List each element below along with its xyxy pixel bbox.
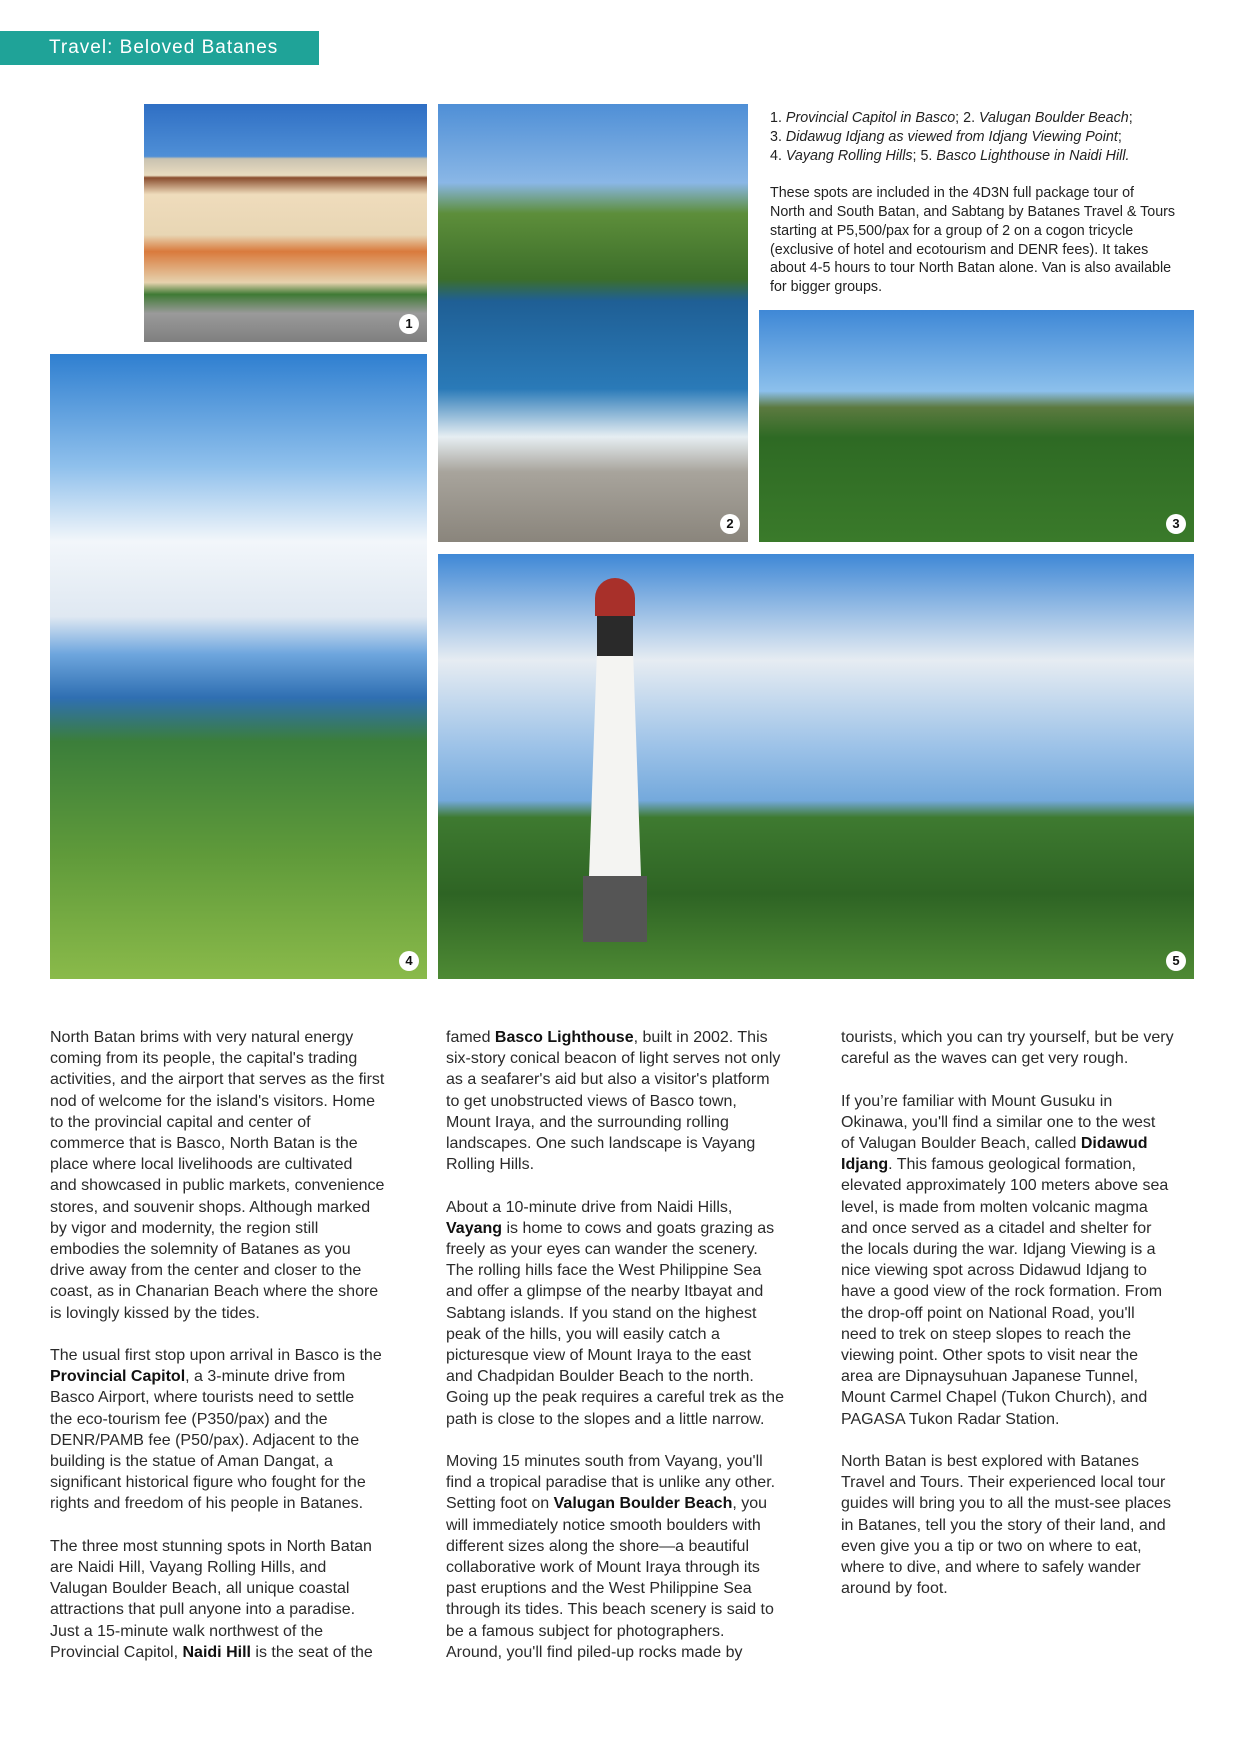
text-line [50,1621,384,1642]
text-run: past eruptions and the West Philippine Sea [446,1580,752,1598]
text-run: about 4-5 hours to tour North Batan alone. Van is also available [770,260,1172,277]
text-line [841,1451,1174,1472]
text-run: area are Dipnaysuhuan Japanese Tunnel, [841,1368,1139,1386]
text-line [841,1027,1174,1048]
text-line [446,1387,784,1408]
text-run: as a seafarer's aid but also a visitor's platform [446,1071,770,1089]
text-run: guides will bring you to all the must-see places [841,1495,1171,1513]
text-run: The three most stunning spots in North Batan [50,1537,372,1555]
text-run: Mount Carmel Chapel (Tukon Church), and [841,1389,1148,1407]
text-run: Setting foot on [446,1495,554,1513]
text-line [50,1069,384,1090]
photo-basco-lighthouse [438,554,1194,979]
text-run: 1. [770,110,786,126]
text-line [50,1218,384,1239]
text-line [841,1515,1174,1536]
text-line [446,1366,784,1387]
text-line [446,1091,784,1112]
text-line [50,1599,384,1620]
text-run: , you [732,1495,768,1513]
text-run: , a 3-minute drive from [185,1368,346,1386]
text-run: through its tides. This beach scenery is said to [446,1601,774,1619]
text-run: Valugan Boulder Beach, all unique coastal [50,1580,350,1598]
text-run: for bigger groups. [770,279,883,296]
text-line [841,1536,1174,1557]
text-run: ; [1117,128,1122,145]
text-run: collaborative work of Mount Iraya through its [446,1559,760,1577]
bold-place-name: Vayang [446,1219,503,1237]
text-line [446,1260,784,1281]
text-run: drive away from the center and closer to the [50,1262,362,1280]
italic-caption-title: Basco Lighthouse in Naidi Hill. [936,147,1130,164]
text-line [50,1154,384,1175]
text-line [446,1133,784,1154]
text-run: where to dive, and where to safely wander [841,1559,1141,1577]
text-run: are Naidi Hill, Vayang Rolling Hills, and [50,1559,327,1577]
bold-place-name: Basco Lighthouse [494,1029,634,1046]
photo-number-badge: 1 [399,314,419,334]
text-line [446,1621,784,1642]
text-line [841,1091,1174,1112]
text-run: The usual first stop upon arrival in Basco is the [50,1347,382,1365]
photo-provincial-capitol [144,104,427,342]
text-run: will immediately notice smooth boulders with [446,1516,761,1534]
bold-place-name: Naidi Hill [182,1643,251,1661]
lighthouse-illustration [585,578,645,942]
text-line [50,1027,384,1048]
text-run: six-story conical beacon of light serves not only [446,1050,781,1068]
text-line [50,1430,384,1451]
paragraph-gap [841,1069,1174,1090]
text-run: of Valugan Boulder Beach, called [841,1135,1081,1153]
text-line [770,147,1190,166]
text-line [446,1578,784,1599]
text-line [841,1557,1174,1578]
text-run: North and South Batan, and Sabtang by Batanes Travel & Tours [770,203,1176,220]
text-line [446,1048,784,1069]
text-run: tourists, which you can try yourself, but be very [841,1029,1174,1046]
text-run: by vigor and modernity, the region still [50,1219,319,1237]
caption-body [770,184,1190,297]
text-run: the eco-tourism fee (P350/pax) and the [50,1410,328,1428]
text-run: place where local livelihoods are cultivated [50,1156,353,1174]
photo-number-badge: 2 [720,514,740,534]
text-line [446,1599,784,1620]
photo-didawud-idjang [759,310,1194,542]
text-line [841,1175,1174,1196]
text-run: Moving 15 minutes south from Vayang, you'll [446,1453,763,1471]
text-line [770,203,1190,222]
text-line [841,1260,1174,1281]
text-run: rights and freedom of his people in Batanes. [50,1495,364,1513]
text-run: the locals during the war. Idjang Viewing is a [841,1241,1156,1259]
text-line [841,1303,1174,1324]
text-run: and offer a glimpse of the nearby Itbayat and [446,1283,764,1301]
text-run: About a 10-minute drive from Naidi Hills, [446,1198,733,1216]
italic-caption-title: Vayang Rolling Hills [785,147,913,164]
photo-number-badge: 5 [1166,951,1186,971]
text-line [50,1557,384,1578]
text-run: and showcased in public markets, convenience [50,1177,385,1195]
paragraph-gap [446,1430,784,1451]
text-run: to get unobstructed views of Basco town, [446,1092,737,1110]
text-run: 4. [770,147,786,164]
text-run: , built in 2002. This [633,1029,768,1046]
text-line [841,1578,1174,1599]
text-run: viewing point. Other spots to visit near the [841,1347,1139,1365]
text-run: Mount Iraya, and the surrounding rolling [446,1113,729,1131]
text-line [50,1345,384,1366]
text-line [50,1197,384,1218]
text-line [50,1387,384,1408]
text-run: Okinawa, you'll find a similar one to the west [841,1113,1156,1131]
article-column-1 [50,1027,384,1663]
text-run: North Batan is best explored with Batanes [841,1453,1139,1471]
text-line [446,1197,784,1218]
text-line [50,1578,384,1599]
text-line [50,1536,384,1557]
text-run: Around, you'll find piled-up rocks made by [446,1643,743,1661]
text-line [50,1091,384,1112]
text-run: famed [446,1029,495,1046]
text-line [841,1493,1174,1514]
text-line [446,1027,784,1048]
text-run: commerce that is Basco, North Batan is the [50,1135,358,1153]
text-run: nice viewing spot across Didawud Idjang to [841,1262,1147,1280]
text-line [446,1154,784,1175]
text-run: stores, and souvenir shops. Although marked [50,1198,371,1216]
bold-place-name: Idjang [841,1156,889,1174]
italic-caption-title: Didawug Idjang as viewed from Idjang Viewing Point [785,128,1118,145]
text-run: to the provincial capital and center of [50,1113,311,1131]
text-line [841,1133,1174,1154]
text-run: coming from its people, the capital's trading [50,1050,358,1068]
text-line [446,1069,784,1090]
text-line [50,1281,384,1302]
text-run: path is close to the slopes and a little narrow. [446,1410,765,1428]
text-line [446,1493,784,1514]
text-run: the drop-off point on National Road, you'll [841,1304,1135,1322]
text-line [841,1218,1174,1239]
text-line [50,1642,384,1663]
text-line [50,1175,384,1196]
text-line [770,278,1190,297]
text-run: around by foot. [841,1580,948,1598]
text-run: freely as your eyes can wander the scenery. [446,1241,758,1259]
bold-place-name: Provincial Capitol [50,1368,186,1386]
text-line [841,1472,1174,1493]
text-run: need to trek on steep slopes to reach the [841,1325,1131,1343]
text-line [50,1260,384,1281]
text-run: Provincial Capitol, [50,1643,183,1661]
text-run: coast, as in Chanarian Beach where the shore [50,1283,379,1301]
article-column-2 [446,1027,784,1663]
text-line [770,222,1190,241]
text-line [446,1557,784,1578]
text-line [841,1281,1174,1302]
photo-caption [770,109,1190,297]
text-line [841,1112,1174,1133]
text-line [446,1324,784,1345]
text-run: peak of the hills, you will easily catch a [446,1325,720,1343]
text-line [770,259,1190,278]
text-run: The rolling hills face the West Philippine Sea [446,1262,762,1280]
text-line [50,1239,384,1260]
text-line [446,1642,784,1663]
paragraph-gap [841,1430,1174,1451]
photo-vayang-rolling-hills [50,354,427,979]
text-run: Basco Airport, where tourists need to settle [50,1389,355,1407]
text-line [841,1387,1174,1408]
caption-items [770,109,1190,165]
text-run: embodies the solemnity of Batanes as you [50,1241,351,1259]
text-line [446,1281,784,1302]
text-run: 3. [770,128,786,145]
text-run: nod of welcome for the island's visitors. Home [50,1092,375,1110]
text-line [770,128,1190,147]
text-line [841,1324,1174,1345]
text-line [50,1048,384,1069]
text-run: landscapes. One such landscape is Vayang [446,1135,756,1153]
italic-caption-title: Provincial Capitol in Basco [785,110,956,126]
text-run: ; 2. [955,110,980,126]
paragraph-gap [50,1515,384,1536]
text-line [841,1409,1174,1430]
photo-number-badge: 4 [399,951,419,971]
text-line [50,1133,384,1154]
text-run: find a tropical paradise that is unlike any other. [446,1474,776,1492]
text-run: Travel and Tours. Their experienced local tour [841,1474,1166,1492]
text-run: have a good view of the rock formation. From [841,1283,1163,1301]
text-run: Going up the peak requires a careful trek as the [446,1389,784,1407]
text-run: ; 5. [912,147,937,164]
article-column-3 [841,1027,1174,1599]
text-run: is the seat of the [250,1643,373,1661]
text-run: picturesque view of Mount Iraya to the east [446,1347,752,1365]
text-run: and Chadpidan Boulder Beach to the north. [446,1368,754,1386]
text-run: and once served as a citadel and shelter for [841,1219,1152,1237]
text-run: Rolling Hills. [446,1156,535,1174]
text-run: DENR/PAMB fee (P50/pax). Adjacent to the [50,1431,360,1449]
text-line [841,1154,1174,1175]
text-line [446,1303,784,1324]
text-line [446,1451,784,1472]
text-line [50,1451,384,1472]
photo-number-badge: 3 [1166,514,1186,534]
text-line [841,1048,1174,1069]
bold-place-name: Valugan Boulder Beach [553,1495,733,1513]
text-run: Just a 15-minute walk northwest of the [50,1622,324,1640]
text-run: . This famous geological formation, [888,1156,1136,1174]
text-line [446,1218,784,1239]
section-header: Travel: Beloved Batanes [0,31,319,65]
text-run: elevated approximately 100 meters above sea [841,1177,1169,1195]
text-line [841,1197,1174,1218]
italic-caption-title: Valugan Boulder Beach [979,110,1129,126]
text-line [770,241,1190,260]
text-line [50,1493,384,1514]
text-line [50,1366,384,1387]
text-run: is home to cows and goats grazing as [502,1219,775,1237]
text-line [446,1536,784,1557]
paragraph-gap [50,1324,384,1345]
text-run: is lovingly kissed by the tides. [50,1304,260,1322]
text-run: North Batan brims with very natural energy [50,1029,354,1046]
text-line [446,1472,784,1493]
text-run: building is the statue of Aman Dangat, a [50,1453,333,1471]
text-line [841,1345,1174,1366]
text-line [841,1366,1174,1387]
text-line [841,1239,1174,1260]
text-run: These spots are included in the 4D3N full package tour of [770,185,1134,202]
text-run: in Batanes, tell you the story of their land, and [841,1516,1166,1534]
text-line [50,1409,384,1430]
text-run: If you’re familiar with Mount Gusuku in [841,1092,1113,1110]
text-run: even give you a tip or two on where to eat, [841,1537,1142,1555]
text-run: starting at P5,500/pax for a group of 2 on a cogon tricycle [770,222,1134,239]
text-run: (exclusive of hotel and ecotourism and DENR fees). It takes [770,241,1149,258]
text-line [446,1409,784,1430]
photo-valugan-boulder-beach [438,104,748,542]
text-line [770,184,1190,203]
text-run: different sizes along the shore—a beautiful [446,1537,750,1555]
paragraph-gap [446,1175,784,1196]
text-line [446,1345,784,1366]
text-line [50,1303,384,1324]
text-run: Sabtang islands. If you stand on the highest [446,1304,757,1322]
text-line [446,1515,784,1536]
text-line [770,109,1190,128]
text-run: ; [1128,110,1133,126]
text-run: be a famous subject for photographers. [446,1622,725,1640]
bold-place-name: Didawud [1080,1135,1148,1153]
text-run: activities, and the airport that serves as the first [50,1071,385,1089]
text-run: attractions that pull anyone into a paradise. [50,1601,356,1619]
text-line [446,1239,784,1260]
text-line [50,1472,384,1493]
text-line [446,1112,784,1133]
text-line [50,1112,384,1133]
text-run: significant historical figure who fought for the [50,1474,366,1492]
text-run: PAGASA Tukon Radar Station. [841,1410,1060,1428]
text-run: level, is made from molten volcanic magma [841,1198,1148,1216]
text-run: careful as the waves can get very rough. [841,1050,1129,1068]
